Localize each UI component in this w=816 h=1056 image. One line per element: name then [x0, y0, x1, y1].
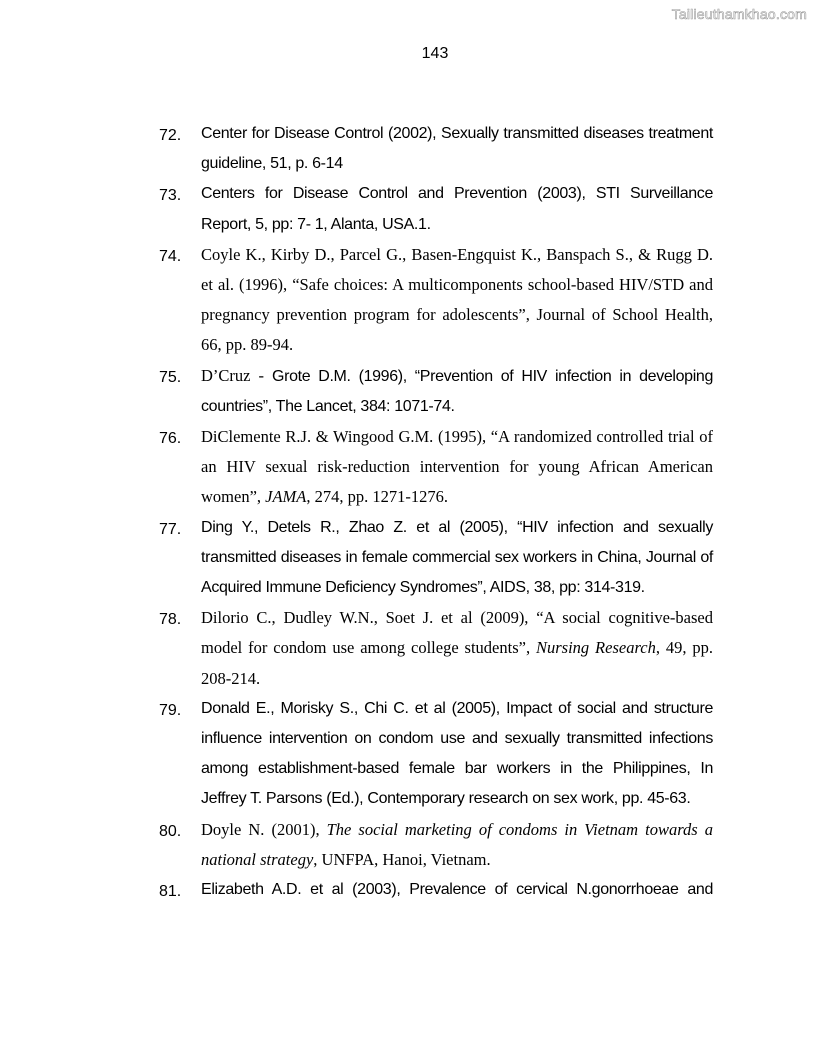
reference-text [201, 815, 713, 875]
reference-text-part: Grote D.M. (1996), “Prevention of HIV infection in developing countries”, The Lancet, 384: 1071-74. [201, 367, 714, 415]
reference-item [0, 179, 816, 239]
reference-text [201, 361, 713, 422]
reference-text-part: , 49, pp. 208-214. [201, 638, 714, 688]
reference-text-part: DiClemente R.J. & Wingood G.M. (1995), “A randomized controlled trial of an HIV sexual risk-reduction intervention for young African American women”, [201, 427, 713, 507]
reference-list [0, 119, 816, 905]
reference-text-part: Doyle N. (2001), [201, 819, 327, 839]
reference-item [0, 240, 816, 361]
reference-item [0, 694, 816, 815]
reference-number: 74. [159, 247, 182, 265]
reference-item [0, 875, 816, 905]
reference-text [201, 603, 713, 694]
reference-number: 81. [159, 883, 182, 901]
journal-title: JAMA [265, 487, 307, 507]
reference-number: 76. [159, 430, 182, 448]
reference-item [0, 603, 816, 694]
reference-text: Centers for Disease Control and Prevention (2003), STI Surveillance Report, 5, pp: 7- 1, Alanta, USA.1. [201, 185, 713, 233]
reference-item [0, 815, 816, 875]
watermark-text: Tailieuthamkhao.com [671, 6, 807, 22]
reference-text-part: , UNFPA, Hanoi, Vietnam. [313, 849, 491, 869]
reference-number: 72. [159, 127, 182, 144]
reference-text: Ding Y., Detels R., Zhao Z. et al (2005), “HIV infection and sexually transmitted diseases in female commercial sex workers in China, Journal of Acquired Immune Deficiency Syndromes”, AIDS, 38, pp: 314-319. [201, 518, 713, 597]
reference-text: Coyle K., Kirby D., Parcel G., Basen-Engquist K., Banspach S., & Rugg D. et al. (1996), “Safe choices: A multicomponents school-based HIV/STD and pregnancy prevention program for adolescents”, Journal of School Health, 66, pp. 89-94. [201, 244, 713, 355]
reference-number: 78. [159, 611, 182, 629]
reference-text: Elizabeth A.D. et al (2003), Prevalence of cervical N.gonorrhoeae and [201, 881, 713, 899]
book-title: The social marketing of condoms in Vietnam towards a national strategy [201, 819, 713, 869]
journal-title: Nursing Research [535, 638, 656, 658]
reference-number: 80. [159, 822, 182, 840]
reference-number: 79. [159, 701, 182, 719]
reference-item [0, 422, 816, 513]
page-number: 143 [421, 45, 449, 62]
reference-text [201, 422, 713, 513]
reference-text: Donald E., Morisky S., Chi C. et al (2005), Impact of social and structure influence intervention on condom use and sexually transmitted infections among establishment-based female bar workers in the Philippines, In Jeffrey T. Parsons (Ed.), Contemporary research on sex work, pp. 45-63. [201, 699, 713, 808]
reference-text: Center for Disease Control (2002), Sexually transmitted diseases treatment guideline, 51, p. 6-14 [201, 125, 713, 173]
reference-number: 77. [159, 520, 182, 538]
reference-number: 73. [159, 187, 182, 205]
reference-text-part: Dilorio C., Dudley W.N., Soet J. et al (2009), “A social cognitive-based model for condom use among college students”, [201, 608, 713, 658]
reference-item [0, 361, 816, 422]
reference-text-part: D’Cruz - [201, 365, 272, 385]
reference-item [0, 513, 816, 604]
reference-number: 75. [159, 368, 182, 386]
reference-item [0, 119, 816, 179]
reference-text-part: , 274, pp. 1271-1276. [306, 487, 449, 507]
